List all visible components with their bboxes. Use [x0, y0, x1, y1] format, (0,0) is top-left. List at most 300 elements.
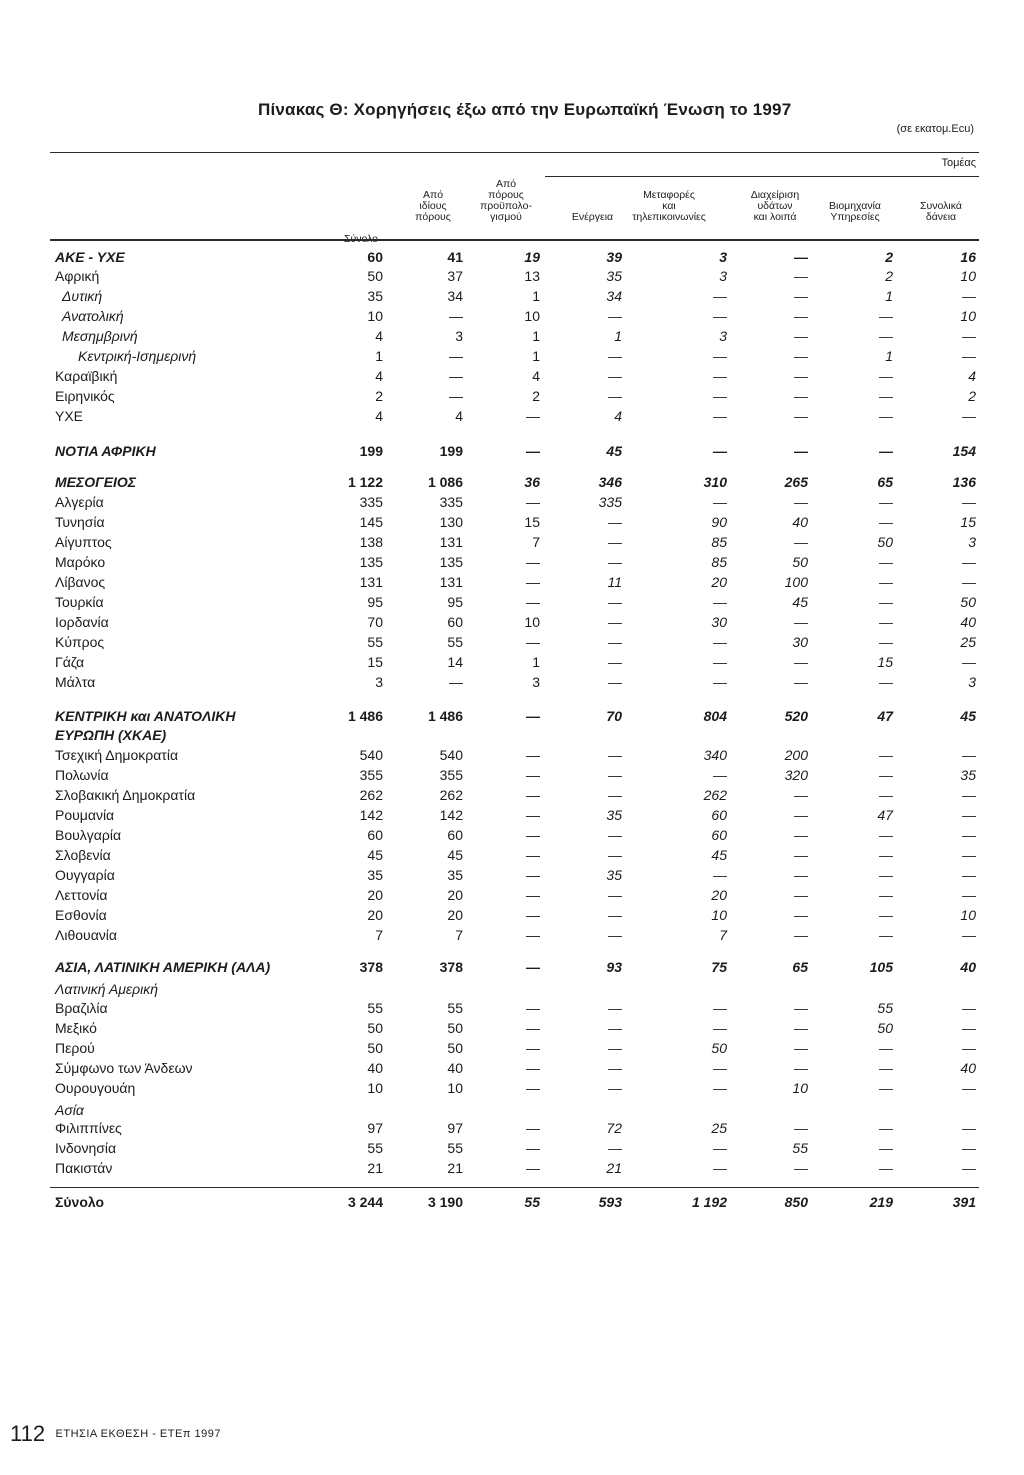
table-row: [0, 592, 1024, 612]
row-label: Ουρουγουάη: [55, 1080, 136, 1096]
table-cell: 2: [375, 388, 383, 404]
table-cell: —: [879, 887, 893, 903]
table-cell: 10: [960, 907, 976, 923]
table-cell: —: [526, 1160, 540, 1176]
table-cell: —: [608, 634, 622, 650]
table-cell: 39: [606, 249, 622, 265]
table-cell: 105: [869, 959, 893, 975]
table-cell: 20: [711, 574, 727, 590]
table-cell: 60: [711, 807, 727, 823]
table-cell: 1 122: [347, 474, 383, 490]
table-cell: —: [794, 443, 808, 459]
table-cell: 35: [447, 867, 463, 883]
table-cell: 355: [359, 767, 383, 783]
row-label: Σύμφωνο των Άνδεων: [55, 1060, 193, 1076]
table-cell: —: [608, 348, 622, 364]
table-cell: 40: [960, 614, 976, 630]
table-cell: —: [962, 554, 976, 570]
row-label: Κεντρική-Ισημερινή: [78, 348, 197, 364]
table-row: [0, 725, 1024, 745]
table-cell: —: [794, 927, 808, 943]
table-cell: —: [879, 443, 893, 459]
table-cell: —: [713, 348, 727, 364]
table-cell: 131: [439, 574, 463, 590]
table-cell: 10: [711, 907, 727, 923]
table-cell: 85: [711, 534, 727, 550]
table-row: [0, 266, 1024, 286]
table-cell: —: [794, 787, 808, 803]
table-cell: —: [526, 408, 540, 424]
row-label: Γάζα: [55, 654, 85, 670]
table-cell: 20: [367, 887, 383, 903]
page-number: 112: [10, 1421, 46, 1446]
table-row: [0, 1018, 1024, 1038]
table-cell: —: [962, 787, 976, 803]
table-cell: 25: [960, 634, 976, 650]
row-label: Σλοβενία: [55, 847, 111, 863]
table-cell: —: [608, 767, 622, 783]
table-cell: —: [608, 747, 622, 763]
table-cell: —: [879, 787, 893, 803]
table-cell: 378: [359, 959, 383, 975]
table-cell: —: [879, 408, 893, 424]
table-cell: —: [794, 1040, 808, 1056]
row-label: Πολωνία: [55, 767, 109, 783]
table-cell: 60: [367, 827, 383, 843]
table-cell: 45: [711, 847, 727, 863]
table-cell: —: [794, 1060, 808, 1076]
table-cell: —: [608, 927, 622, 943]
table-cell: —: [526, 1140, 540, 1156]
table-row: [0, 706, 1024, 726]
table-cell: —: [526, 1120, 540, 1136]
table-row: [0, 612, 1024, 632]
table-cell: 55: [367, 634, 383, 650]
table-cell: 136: [952, 474, 976, 490]
table-cell: 262: [359, 787, 383, 803]
table-cell: 4: [375, 328, 383, 344]
table-cell: —: [962, 1020, 976, 1036]
table-cell: 55: [367, 1140, 383, 1156]
table-cell: —: [879, 368, 893, 384]
table-cell: 20: [711, 887, 727, 903]
table-cell: —: [794, 867, 808, 883]
table-cell: 1 192: [691, 1194, 727, 1210]
table-cell: 320: [784, 767, 808, 783]
row-label: ΕΥΡΩΠΗ (ΧΚΑΕ): [55, 727, 167, 743]
table-cell: —: [526, 1080, 540, 1096]
table-cell: —: [962, 1160, 976, 1176]
table-cell: 138: [359, 534, 383, 550]
table-cell: —: [526, 1040, 540, 1056]
table-row: [0, 406, 1024, 426]
table-cell: —: [794, 534, 808, 550]
table-cell: 4: [375, 368, 383, 384]
table-cell: 131: [439, 534, 463, 550]
table-cell: —: [794, 328, 808, 344]
row-label: Μεσημβρινή: [62, 328, 138, 344]
table-cell: 50: [367, 1040, 383, 1056]
table-cell: 335: [359, 494, 383, 510]
table-cell: —: [879, 514, 893, 530]
table-cell: —: [794, 368, 808, 384]
row-label: Λιθουανία: [55, 927, 117, 943]
table-cell: —: [879, 927, 893, 943]
table-cell: 30: [792, 634, 808, 650]
table-cell: —: [526, 708, 540, 724]
table-cell: —: [526, 1020, 540, 1036]
row-label: Ινδονησία: [55, 1140, 117, 1156]
table-cell: 95: [447, 594, 463, 610]
table-row: [0, 745, 1024, 765]
table-cell: 335: [598, 494, 622, 510]
page-title: Πίνακας Θ: Χορηγήσεις έξω από την Ευρωπαϊκή Ένωση το 1997: [258, 100, 792, 119]
col-header-energy: Ενέργεια: [571, 211, 614, 223]
table-cell: 35: [960, 767, 976, 783]
table-cell: 13: [524, 268, 540, 284]
table-cell: 55: [447, 1140, 463, 1156]
row-label: Μαρόκο: [55, 554, 106, 570]
table-cell: 55: [447, 634, 463, 650]
col-header-water: Διαχείριση υδάτων και λοιπά: [750, 189, 800, 223]
table-cell: —: [526, 767, 540, 783]
divider: [545, 176, 979, 177]
table-row: [0, 1078, 1024, 1098]
table-row: [0, 979, 1024, 999]
table-cell: 10: [447, 1080, 463, 1096]
table-cell: 10: [792, 1080, 808, 1096]
table-cell: —: [713, 1140, 727, 1156]
table-cell: —: [794, 249, 808, 265]
table-cell: 142: [359, 807, 383, 823]
table-cell: 4: [532, 368, 540, 384]
table-cell: —: [608, 554, 622, 570]
table-cell: 199: [439, 443, 463, 459]
table-cell: —: [794, 887, 808, 903]
table-cell: —: [962, 1040, 976, 1056]
table-cell: —: [962, 1120, 976, 1136]
table-cell: —: [526, 847, 540, 863]
table-cell: 3: [719, 249, 727, 265]
table-cell: 10: [524, 614, 540, 630]
table-cell: 355: [439, 767, 463, 783]
table-cell: —: [879, 554, 893, 570]
table-cell: —: [449, 368, 463, 384]
row-label: Ουγγαρία: [55, 867, 115, 883]
row-label: ΜΕΣΟΓΕΙΟΣ: [55, 474, 137, 490]
table-cell: 1: [532, 288, 540, 304]
table-cell: 35: [367, 288, 383, 304]
table-cell: 60: [447, 827, 463, 843]
sector-label: Τομέας: [941, 157, 976, 169]
table-cell: 4: [375, 408, 383, 424]
table-cell: —: [526, 787, 540, 803]
table-cell: 3: [968, 534, 976, 550]
table-row: [0, 346, 1024, 366]
table-cell: —: [713, 654, 727, 670]
table-cell: 1: [532, 654, 540, 670]
table-row: [0, 386, 1024, 406]
row-label: Σλοβακική Δημοκρατία: [55, 787, 196, 803]
table-cell: 593: [598, 1194, 622, 1210]
table-row: [0, 825, 1024, 845]
table-row: [0, 672, 1024, 692]
row-label: Λατινική Αμερική: [55, 981, 158, 997]
table-row: [0, 306, 1024, 326]
row-label: Ιορδανία: [55, 614, 109, 630]
row-label: Αλγερία: [55, 494, 104, 510]
table-cell: 50: [367, 1020, 383, 1036]
table-row: [0, 1058, 1024, 1078]
table-cell: 4: [455, 408, 463, 424]
table-cell: 540: [439, 747, 463, 763]
table-cell: 15: [877, 654, 893, 670]
table-cell: —: [608, 614, 622, 630]
table-row: [0, 472, 1024, 492]
table-cell: —: [713, 634, 727, 650]
table-row: [0, 1158, 1024, 1178]
table-cell: 1: [885, 348, 893, 364]
table-cell: 35: [606, 807, 622, 823]
table-cell: —: [713, 308, 727, 324]
table-cell: 20: [367, 907, 383, 923]
row-label: Τσεχική Δημοκρατία: [55, 747, 179, 763]
row-label: Ρουμανία: [55, 807, 115, 823]
table-cell: 15: [524, 514, 540, 530]
table-cell: 2: [968, 388, 976, 404]
table-row: [0, 865, 1024, 885]
table-cell: 50: [877, 1020, 893, 1036]
table-cell: 72: [606, 1120, 622, 1136]
table-cell: —: [608, 1020, 622, 1036]
table-cell: 1 086: [427, 474, 463, 490]
table-cell: 1: [375, 348, 383, 364]
table-cell: —: [794, 907, 808, 923]
table-cell: 335: [439, 494, 463, 510]
table-cell: —: [879, 634, 893, 650]
table-cell: 378: [439, 959, 463, 975]
table-cell: 3: [532, 674, 540, 690]
table-cell: 7: [455, 927, 463, 943]
table-cell: 2: [885, 249, 893, 265]
table-row: [0, 1038, 1024, 1058]
table-cell: 45: [792, 594, 808, 610]
table-cell: 35: [606, 867, 622, 883]
table-cell: —: [794, 308, 808, 324]
table-cell: —: [794, 268, 808, 284]
table-cell: —: [713, 408, 727, 424]
table-row: [0, 925, 1024, 945]
row-label: Βραζιλία: [55, 1000, 108, 1016]
table-cell: —: [794, 348, 808, 364]
table-cell: 265: [784, 474, 808, 490]
table-cell: —: [526, 807, 540, 823]
table-cell: —: [879, 614, 893, 630]
table-cell: 310: [703, 474, 727, 490]
table-cell: 10: [367, 308, 383, 324]
table-cell: —: [713, 674, 727, 690]
table-cell: —: [794, 408, 808, 424]
table-cell: 35: [367, 867, 383, 883]
row-label: Ειρηνικός: [55, 388, 115, 404]
table-cell: 154: [952, 443, 976, 459]
table-cell: 10: [367, 1080, 383, 1096]
table-cell: 130: [439, 514, 463, 530]
table-cell: 2: [532, 388, 540, 404]
table-cell: 55: [447, 1000, 463, 1016]
col-header-industry: Βιομηχανία Υπηρεσίες: [828, 200, 882, 223]
table-cell: —: [794, 827, 808, 843]
table-cell: —: [879, 1160, 893, 1176]
table-cell: —: [608, 514, 622, 530]
table-cell: 262: [703, 787, 727, 803]
table-cell: 1 486: [427, 708, 463, 724]
table-cell: 2: [885, 268, 893, 284]
table-cell: 3: [968, 674, 976, 690]
table-cell: —: [962, 827, 976, 843]
table-cell: 60: [367, 249, 383, 265]
table-cell: —: [879, 1140, 893, 1156]
table-cell: —: [713, 1000, 727, 1016]
table-cell: 41: [447, 249, 463, 265]
table-cell: —: [879, 328, 893, 344]
table-cell: 90: [711, 514, 727, 530]
table-cell: 25: [711, 1120, 727, 1136]
table-cell: —: [879, 907, 893, 923]
table-row: [0, 652, 1024, 672]
table-cell: 16: [960, 249, 976, 265]
table-cell: —: [713, 388, 727, 404]
table-cell: 1: [614, 328, 622, 344]
table-row: [0, 366, 1024, 386]
table-cell: —: [962, 1000, 976, 1016]
table-cell: 55: [877, 1000, 893, 1016]
table-cell: —: [713, 594, 727, 610]
table-cell: 11: [607, 574, 622, 590]
table-row: [0, 1100, 1024, 1120]
table-cell: —: [962, 927, 976, 943]
row-label: Αίγυπτος: [55, 534, 112, 550]
table-cell: —: [962, 807, 976, 823]
table-row: [0, 572, 1024, 592]
table-cell: —: [526, 594, 540, 610]
table-cell: —: [608, 1000, 622, 1016]
table-cell: 93: [606, 959, 622, 975]
table-row: [0, 512, 1024, 532]
table-cell: 47: [877, 708, 893, 724]
table-cell: 4: [968, 368, 976, 384]
table-cell: —: [794, 614, 808, 630]
table-cell: —: [794, 847, 808, 863]
row-label: Δυτική: [62, 288, 103, 304]
table-cell: —: [879, 1120, 893, 1136]
table-cell: 37: [447, 268, 463, 284]
row-label: Λεττονία: [55, 887, 108, 903]
table-cell: 34: [447, 288, 463, 304]
table-cell: 40: [447, 1060, 463, 1076]
table-row: [0, 785, 1024, 805]
row-label: Πακιστάν: [55, 1160, 113, 1176]
table-row: [0, 532, 1024, 552]
table-cell: 4: [614, 408, 622, 424]
table-cell: —: [713, 1020, 727, 1036]
row-label: ΚΕΝΤΡΙΚΗ και ΑΝΑΤΟΛΙΚΗ: [55, 708, 236, 724]
table-cell: —: [713, 1160, 727, 1176]
table-cell: —: [879, 827, 893, 843]
table-cell: 200: [784, 747, 808, 763]
table-row: [0, 765, 1024, 785]
table-cell: —: [713, 494, 727, 510]
table-cell: 95: [367, 594, 383, 610]
table-cell: 47: [877, 807, 893, 823]
table-cell: 50: [960, 594, 976, 610]
table-cell: —: [608, 1040, 622, 1056]
table-cell: —: [608, 594, 622, 610]
table-row: [0, 326, 1024, 346]
table-cell: 45: [606, 443, 622, 459]
table-cell: —: [962, 887, 976, 903]
row-label: Κύπρος: [55, 634, 105, 650]
table-cell: 219: [869, 1194, 893, 1210]
table-cell: 55: [524, 1194, 540, 1210]
table-cell: —: [713, 443, 727, 459]
row-label: Βουλγαρία: [55, 827, 122, 843]
table-cell: 7: [375, 927, 383, 943]
table-cell: —: [526, 574, 540, 590]
table-cell: —: [794, 807, 808, 823]
table-cell: 3: [375, 674, 383, 690]
table-cell: —: [879, 574, 893, 590]
table-row: [0, 957, 1024, 977]
table-cell: 10: [960, 268, 976, 284]
table-cell: 75: [711, 959, 727, 975]
table-cell: —: [713, 1060, 727, 1076]
table-cell: 262: [439, 787, 463, 803]
table-cell: —: [526, 494, 540, 510]
table-cell: 1: [532, 348, 540, 364]
table-cell: —: [526, 827, 540, 843]
table-cell: 65: [877, 474, 893, 490]
table-cell: —: [608, 308, 622, 324]
table-cell: 50: [367, 268, 383, 284]
header-divider: [50, 239, 979, 241]
table-cell: —: [879, 1080, 893, 1096]
table-cell: —: [794, 654, 808, 670]
table-cell: —: [879, 308, 893, 324]
table-cell: 7: [532, 534, 540, 550]
table-cell: 391: [952, 1194, 976, 1210]
table-row: [0, 247, 1024, 267]
divider: [50, 152, 979, 153]
table-cell: 15: [367, 654, 383, 670]
table-cell: 50: [711, 1040, 727, 1056]
table-cell: —: [962, 348, 976, 364]
page-footer: [10, 1421, 221, 1447]
table-cell: 70: [367, 614, 383, 630]
table-cell: 20: [447, 887, 463, 903]
table-cell: 19: [524, 249, 540, 265]
table-cell: 60: [711, 827, 727, 843]
table-cell: —: [879, 1040, 893, 1056]
table-cell: 540: [359, 747, 383, 763]
row-label: Μεξικό: [55, 1020, 97, 1036]
table-cell: 135: [439, 554, 463, 570]
table-cell: —: [962, 654, 976, 670]
table-cell: 7: [719, 927, 727, 943]
table-cell: —: [962, 408, 976, 424]
table-cell: —: [879, 594, 893, 610]
table-cell: 35: [606, 268, 622, 284]
